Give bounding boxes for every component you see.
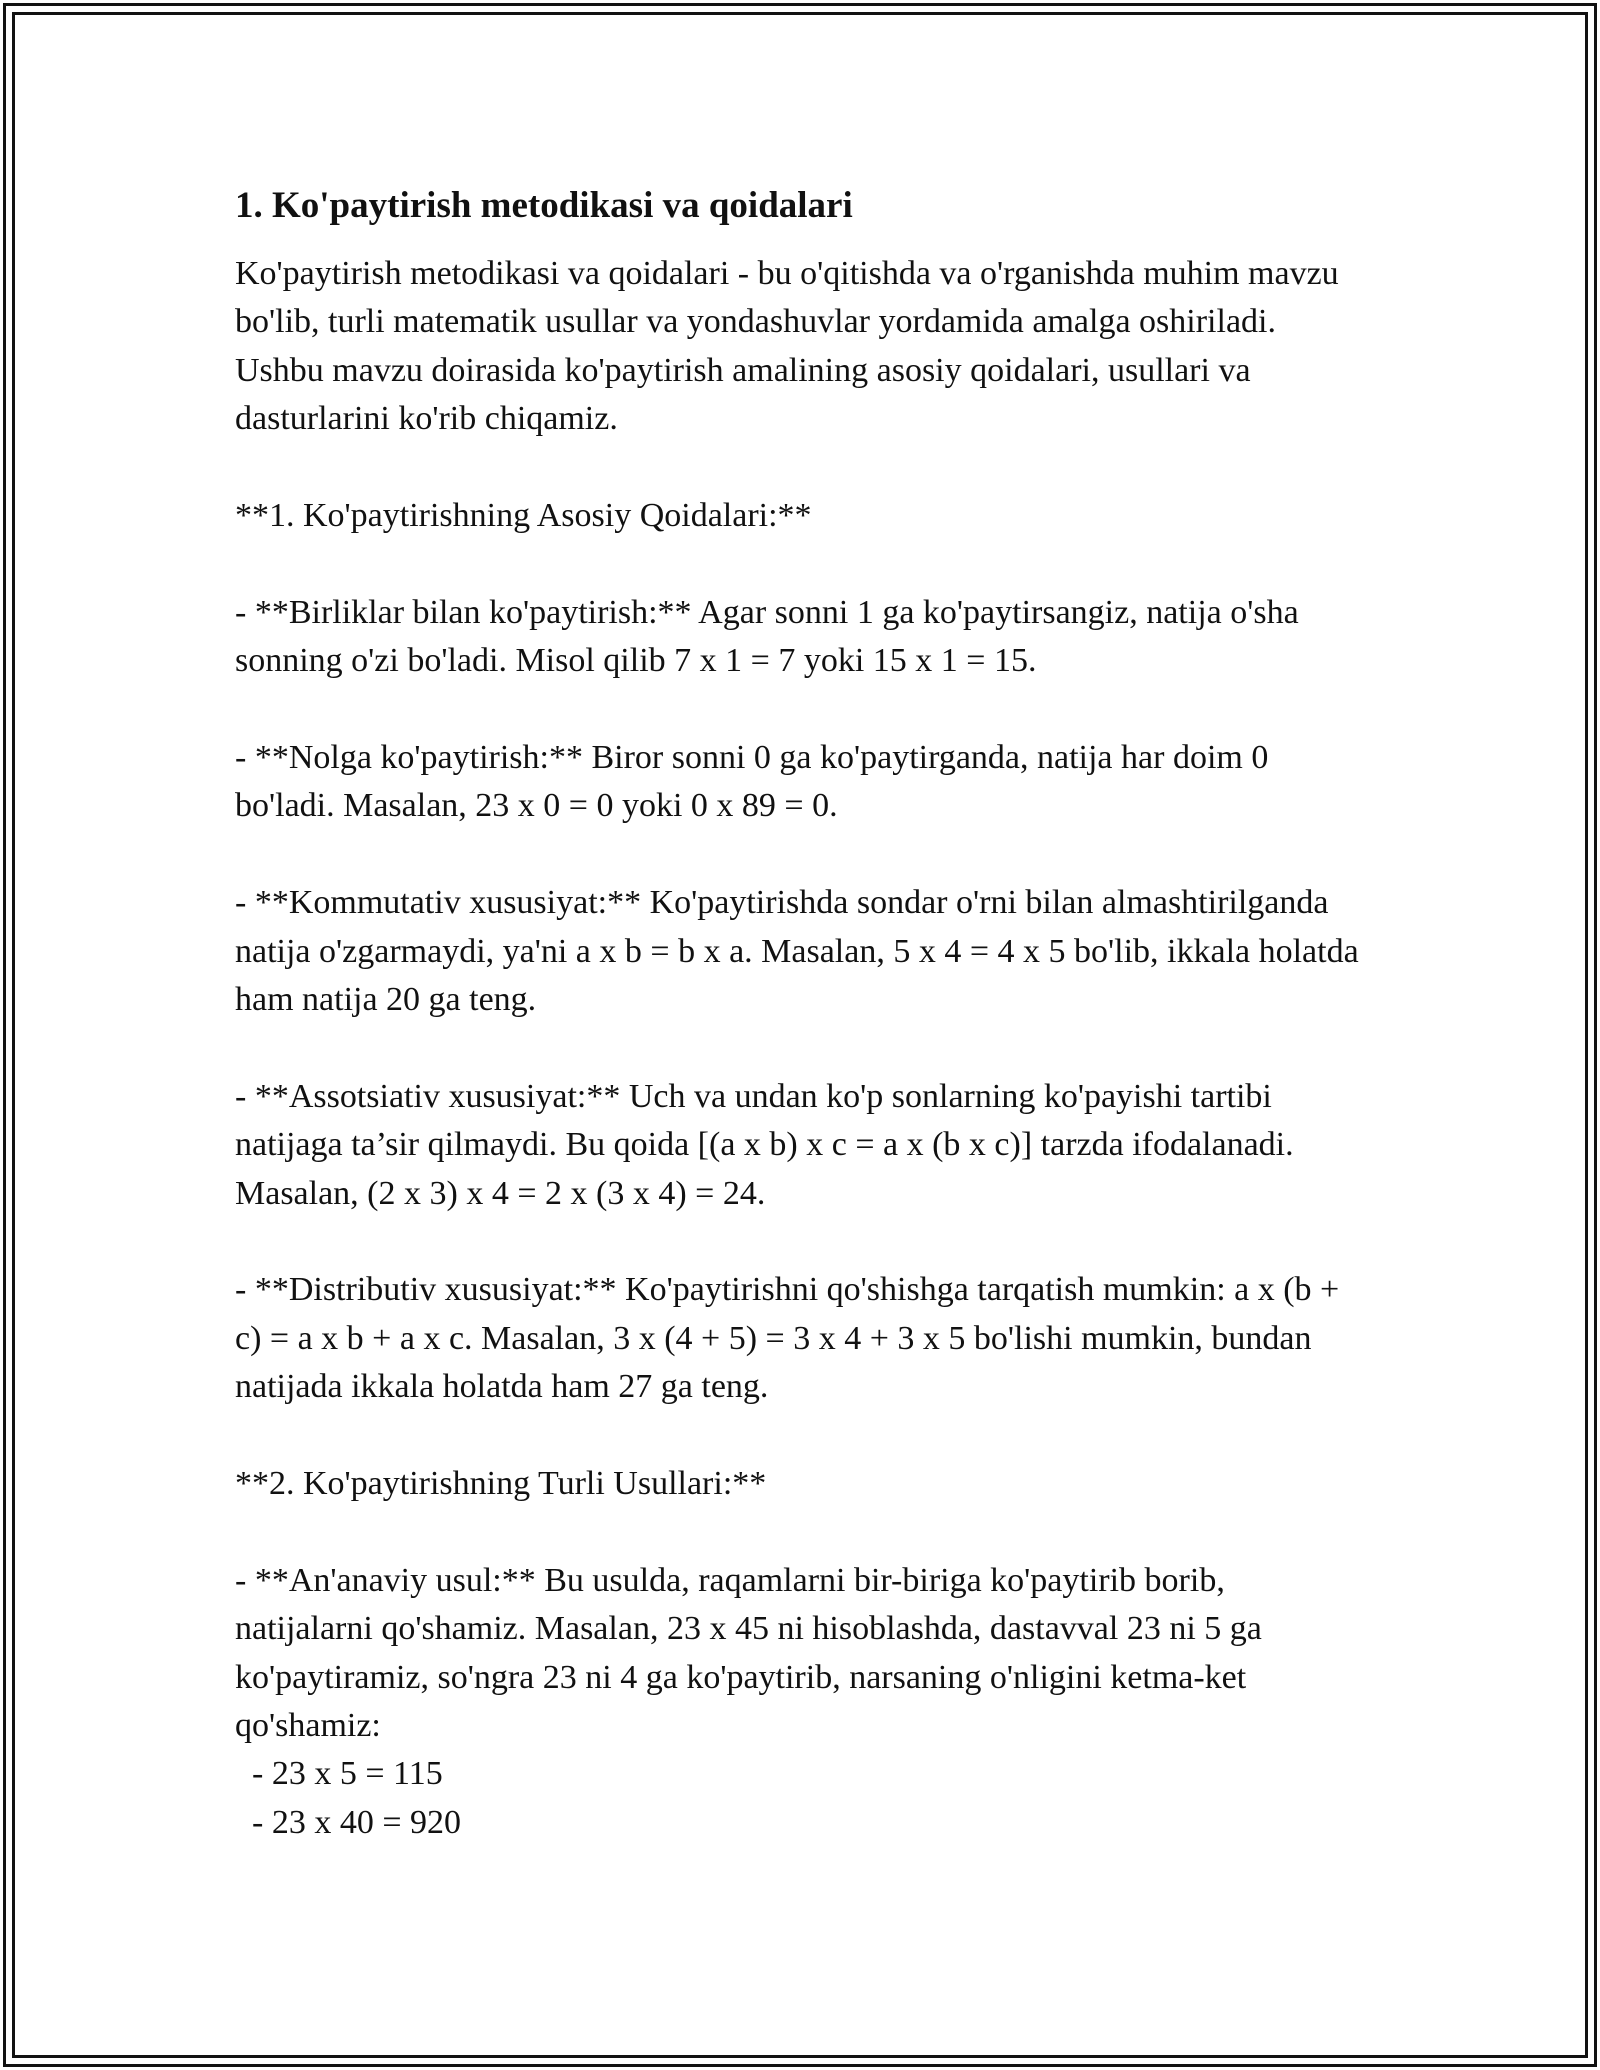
rule-zero: - **Nolga ko'paytirish:** Biror sonni 0 ga ko'paytirganda, natija har doim 0 bo'ladi. Masalan, 23 x 0 = 0 yoki 0 x 89 = 0. [235, 739, 1277, 825]
intro-paragraph: Ko'paytirish metodikasi va qoidalari - bu o'qitishda va o'rganishda muhim mavzu bo'lib, turli matematik usullar va yondashuvlar yordamida amalga oshiriladi. Ushbu mavzu doirasida ko'paytirish amalining asosiy qoidalari, usullari va dasturlarini ko'rib chiqamiz. [235, 255, 1348, 438]
section-title-methods: **2. Ko'paytirishning Turli Usullari:** [235, 1465, 767, 1503]
rule-identity: - **Birliklar bilan ko'paytirish:** Agar sonni 1 ga ko'paytirsangiz, natija o'sha sonning o'zi bo'ladi. Misol qilib 7 x 1 = 7 yoki 15 x 1 = 15. [235, 593, 1308, 680]
method-traditional: - **An'anaviy usul:** Bu usulda, raqamlarni bir-biriga ko'paytirib borib, natijalarni qo'shamiz. Masalan, 23 x 45 ni hisoblashda, dastavval 23 ni 5 ga ko'paytiramiz, so'ngra 23 ni 4 ga ko'paytirib, narsaning o'nligini ketma-ket qo'shamiz: [235, 1561, 1271, 1745]
calculation-step: - 23 x 40 = 920 [235, 1803, 461, 1841]
rule-commutative: - **Kommutativ xususiyat:** Ko'paytirishda sondar o'rni bilan almashtirilganda natija o'zgarmaydi, ya'ni a x b = b x a. Masalan, 5 x 4 = 4 x 5 bo'lib, ikkala holatda ham natija 20 ga teng. [235, 884, 1368, 1019]
document-heading: 1. Ko'paytirish metodikasi va qoidalari [235, 185, 853, 226]
calculation-step: - 23 x 5 = 115 [235, 1755, 443, 1793]
section-title-basic-rules: **1. Ko'paytirishning Asosiy Qoidalari:** [235, 497, 812, 535]
rule-associative: - **Assotsiativ xususiyat:** Uch va undan ko'p sonlarning ko'payishi tartibi natijaga ta’sir qilmaydi. Bu qoida [(a x b) x c = a x (b x c)] tarzda ifodalanadi. Masalan, (2 x 3) x 4 = 2 x (3 x 4) = 24. [235, 1077, 1303, 1212]
document-body [235, 182, 1368, 1847]
rule-distributive: - **Distributiv xususiyat:** Ko'paytirishni qo'shishga tarqatish mumkin: a x (b + c) = a x b + a x c. Masalan, 3 x (4 + 5) = 3 x 4 + 3 x 5 bo'lishi mumkin, bundan natijada ikkala holatda ham 27 ga teng. [235, 1271, 1348, 1406]
